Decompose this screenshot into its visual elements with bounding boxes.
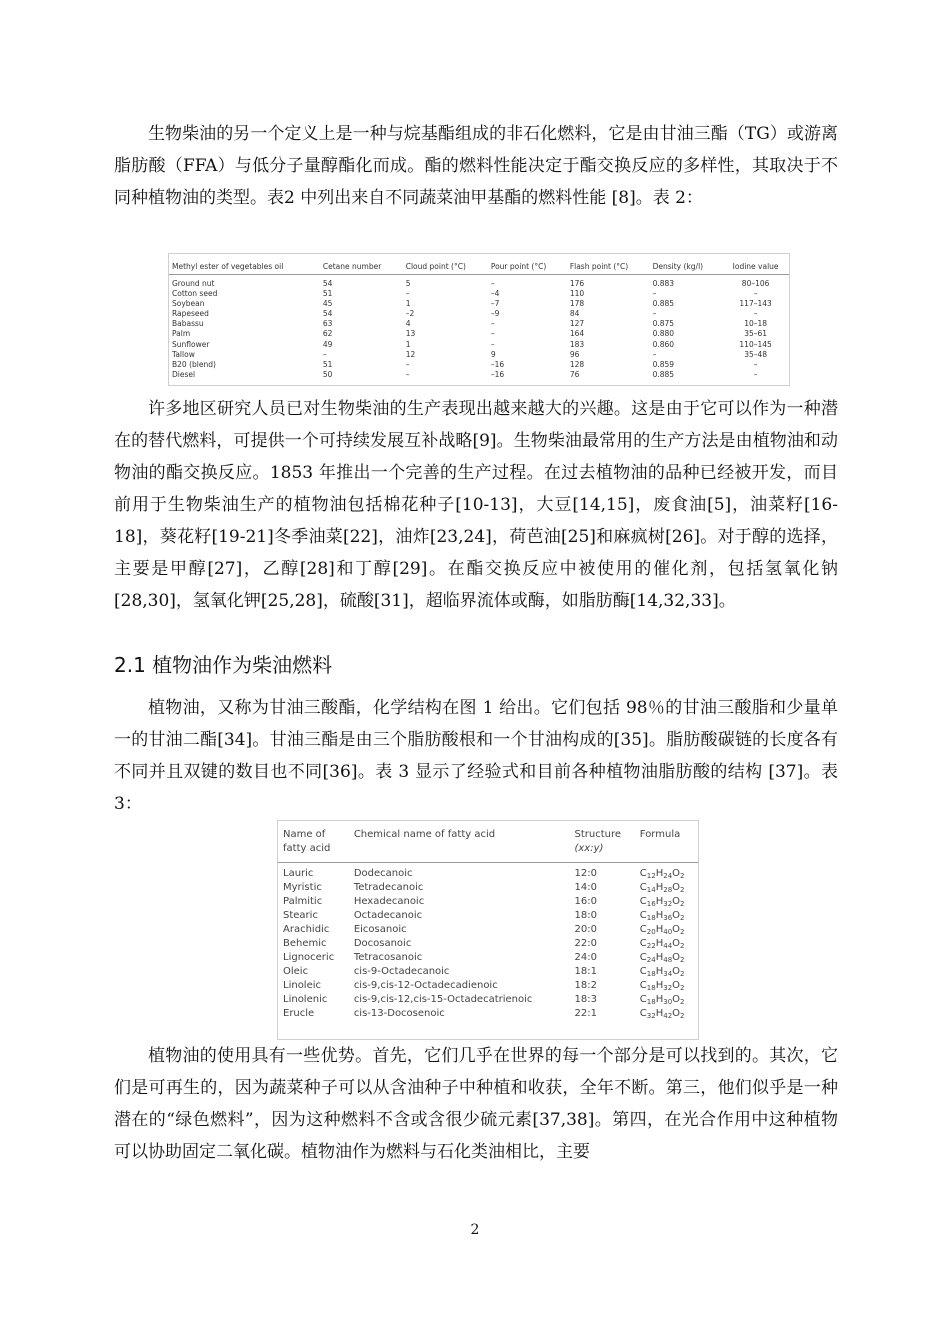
table-2-cell: 51: [322, 359, 333, 369]
table-3-cell-formula: $C_{20}H_{40}O_2$: [639, 924, 685, 936]
table-2-cell: Tallow: [172, 349, 195, 359]
table-2-cell: –16: [490, 359, 505, 369]
table-2-header: Pour point (°C): [488, 254, 567, 275]
table-2-cell: –16: [490, 369, 505, 379]
table-3-row: [278, 863, 698, 882]
table-3-fatty-acid-structures: [277, 820, 699, 1040]
table-2-cell: 13: [405, 329, 416, 339]
table-3-cell-formula: $C_{32}H_{42}O_2$: [639, 1008, 685, 1020]
table-3-cell-formula: $C_{18}H_{36}O_2$: [639, 910, 685, 922]
table-2-cell: 0.885: [652, 299, 675, 309]
table-3-cell-chem: Octadecanoic: [353, 910, 423, 921]
table-3-cell-name: Lauric: [283, 868, 314, 879]
table-3-cell-formula: $C_{12}H_{24}O_2$: [639, 868, 685, 880]
table-3-cell-chem: cis-9-Octadecanoic: [353, 966, 450, 977]
table-3-cell-struct: 18:3: [574, 994, 597, 1005]
table-3-cell-formula: $C_{16}H_{32}O_2$: [639, 896, 685, 908]
table-3-row: [278, 979, 698, 993]
table-2-header: Density (kg/l): [650, 254, 723, 275]
table-2-cell: –: [753, 359, 758, 369]
table-2-cell: 12: [405, 349, 416, 359]
table-2-cell: –: [490, 319, 495, 329]
table-2-row: [169, 370, 789, 380]
table-2-cell: 176: [569, 279, 585, 288]
table-3-row: [278, 881, 698, 895]
table-2-cell: 9: [490, 349, 496, 359]
table-2-cell: 45: [322, 299, 333, 309]
table-2-cell: 63: [322, 319, 333, 329]
table-2-cell: –9: [490, 309, 500, 319]
table-2-row: [169, 360, 789, 370]
table-2-cell: 96: [569, 349, 580, 359]
table-2-row: [169, 309, 789, 319]
table-3-cell-name: Lignoceric: [283, 952, 335, 963]
table-3-row: [278, 937, 698, 951]
table-2-row: [169, 299, 789, 309]
table-3-header-formula: Formula: [635, 821, 698, 863]
table-2-cell: –: [405, 289, 410, 299]
table-3-cell-chem: cis-9,cis-12,cis-15-Octadecatrienoic: [353, 994, 533, 1005]
table-2-cell: Sunflower: [172, 339, 210, 349]
table-2-cell: 5: [405, 279, 411, 288]
paragraph-biodiesel-production: 许多地区研究人员已对生物柴油的生产表现出越来越大的兴趣。这是由于它可以作为一种潜在的替代燃料，可提供一个可持续发展互补战略[9]。生物柴油最常用的生产方法是由植物油和动物油的酯交换反应。1853 年推出一个完善的生产过程。在过去植物油的品种已经被开发，而目前用于生物柴油生产的植物油包括棉花种子[10-13]，大豆[14,15]，废食油[5]，油菜籽[16-18]，葵花籽[19-21]冬季油菜[22]，油炸[23,24]，荷芭油[25]和麻疯树[26]。对于醇的选择，主要是甲醇[27]，乙醇[28]和丁醇[29]。在酯交换反应中被使用的催化剂，包括氢氧化钠[28,30]，氢氧化钾[25,28]，硫酸[31]，超临界流体或酶，如脂肪酶[14,32,33]。: [114, 399, 838, 611]
table-2-cell: Palm: [172, 329, 191, 339]
table-3-cell-struct: 16:0: [574, 896, 597, 907]
table-2-cell: –2: [405, 309, 415, 319]
table-3-cell-name: Behemic: [283, 938, 327, 949]
table-2-cell: –: [490, 339, 495, 349]
table-2-cell: 4: [405, 319, 411, 329]
table-2-cell: –: [405, 369, 410, 379]
table-2-cell: –4: [490, 289, 500, 299]
table-3-cell-struct: 24:0: [574, 952, 597, 963]
table-2-cell: –7: [490, 299, 500, 309]
table-3-cell-struct: 14:0: [574, 882, 597, 893]
table-2-cell: 76: [569, 369, 580, 379]
table-2-header: Methyl ester of vegetables oil: [169, 254, 320, 275]
table-2-row: [169, 289, 789, 299]
table-3-row: [278, 895, 698, 909]
table-2-row: [169, 329, 789, 339]
table-2-cell: Soybean: [172, 299, 205, 309]
table-3-cell-chem: Docosanoic: [353, 938, 412, 949]
table-3-row: [278, 951, 698, 965]
table-3-header-name: Name of fatty acid: [278, 821, 349, 863]
table-2-header: Cloud point (°C): [403, 254, 488, 275]
table-2-cell: 1: [405, 339, 411, 349]
table-3-cell-formula: $C_{18}H_{32}O_2$: [639, 980, 685, 992]
table-2-cell: –: [322, 349, 327, 359]
table-3-cell-struct: 22:1: [574, 1008, 597, 1019]
table-3-cell-formula: $C_{18}H_{34}O_2$: [639, 966, 685, 978]
table-2-cell: 10–18: [744, 319, 768, 329]
table-3-cell-name: Oleic: [283, 966, 309, 977]
table-3-cell-name: Linolenic: [283, 994, 328, 1005]
table-2-cell: –: [753, 369, 758, 379]
table-3-cell-struct: 18:0: [574, 910, 597, 921]
table-2-cell: 51: [322, 289, 333, 299]
table-3-cell-chem: cis-13-Docosenoic: [353, 1008, 445, 1019]
table-3-cell-struct: 18:1: [574, 966, 597, 977]
table-2-cell: 80–106: [741, 279, 770, 288]
table-3-cell-chem: Hexadecanoic: [353, 896, 425, 907]
table-3-header-structure: Structure (xx:y): [569, 821, 634, 863]
page-number: 2: [470, 1222, 480, 1238]
table-2-cell: 164: [569, 329, 585, 339]
table-2-cell: 110: [569, 289, 585, 299]
table-2-cell: 0.859: [652, 359, 675, 369]
table-3-cell-struct: 22:0: [574, 938, 597, 949]
table-2-cell: –: [652, 289, 657, 299]
table-3-cell-chem: Dodecanoic: [353, 868, 413, 879]
table-2-row: [169, 350, 789, 360]
table-2-cell: Babassu: [172, 319, 204, 329]
table-3-row: [278, 965, 698, 979]
table-3-row: [278, 993, 698, 1007]
table-2-cell: 0.880: [652, 329, 675, 339]
table-3-cell-name: Palmitic: [283, 896, 323, 907]
table-2-cell: –: [753, 309, 758, 319]
table-2-cell: –: [753, 289, 758, 299]
table-3-cell-name: Linoleic: [283, 980, 322, 991]
table-2-cell: 50: [322, 369, 333, 379]
table-3-cell-struct: 20:0: [574, 924, 597, 935]
table-3-cell-formula: $C_{18}H_{30}O_2$: [639, 994, 685, 1006]
table-3-cell-name: Arachidic: [283, 924, 330, 935]
table-2-cell: 35–61: [744, 329, 768, 339]
table-2-cell: Rapeseed: [172, 309, 209, 319]
section-heading-2-1: 2.1 植物油作为柴油燃料: [114, 653, 333, 677]
table-2-cell: 0.860: [652, 339, 675, 349]
table-2-row: [169, 340, 789, 350]
table-3-cell-formula: $C_{22}H_{44}O_2$: [639, 938, 685, 950]
table-3-row: [278, 1007, 698, 1021]
table-2-cell: 84: [569, 309, 580, 319]
table-2-cell: 117–143: [739, 299, 772, 309]
table-2-header: Flash point (°C): [567, 254, 650, 275]
paragraph-vegetable-oil-advantages: 植物油的使用具有一些优势。首先，它们几乎在世界的每一个部分是可以找到的。其次，它们是可再生的，因为蔬菜种子可以从含油种子中种植和收获，全年不断。第三，他们似乎是一种潜在的“绿色燃料”，因为这种燃料不含或含很少硫元素[37,38]。第四，在光合作用中这种植物可以协助固定二氧化碳。植物油作为燃料与石化类油相比，主要: [114, 1046, 838, 1162]
table-2-cell: 0.875: [652, 319, 675, 329]
table-2-cell: –: [405, 359, 410, 369]
table-2-row: [169, 275, 789, 290]
table-3-cell-name: Erucle: [283, 1008, 315, 1019]
table-2-cell: 54: [322, 279, 333, 288]
table-2-header: Iodine value: [722, 254, 789, 275]
table-2-cell: Diesel: [172, 369, 196, 379]
table-2-cell: 1: [405, 299, 411, 309]
table-2-row: [169, 319, 789, 329]
table-2-cell: 110–145: [739, 339, 772, 349]
table-2-cell: B20 (blend): [172, 359, 216, 369]
table-3-row: [278, 909, 698, 923]
table-2-cell: Ground nut: [172, 279, 215, 288]
table-3-cell-chem: Eicosanoic: [353, 924, 407, 935]
table-3-cell-formula: $C_{14}H_{28}O_2$: [639, 882, 685, 894]
table-3-header-chemical-name: Chemical name of fatty acid: [349, 821, 570, 863]
table-2-cell: 127: [569, 319, 585, 329]
table-3-cell-struct: 18:2: [574, 980, 597, 991]
paragraph-biodiesel-definition: 生物柴油的另一个定义上是一种与烷基酯组成的非石化燃料，它是由甘油三酯（TG）或游离脂肪酸（FFA）与低分子量醇酯化而成。酯的燃料性能决定于酯交换反应的多样性，其取决于不同种植物油的类型。表2 中列出来自不同蔬菜油甲基酯的燃料性能 [8]。表 2：: [114, 124, 838, 208]
table-2-header-row: [169, 254, 789, 275]
table-2-cell: –: [652, 309, 657, 319]
paragraph-vegetable-oil-structure: 植物油，又称为甘油三酸酯，化学结构在图 1 给出。它们包括 98％的甘油三酸脂和少量单一的甘油二酯[34]。甘油三酯是由三个脂肪酸根和一个甘油构成的[35]。脂肪酸碳链的长度各有不同并且双键的数目也不同[36]。表 3 显示了经验式和目前各种植物油脂肪酸的结构 [37]。表 3：: [114, 698, 838, 814]
table-2-cell: –: [652, 349, 657, 359]
table-2-methyl-ester-fuel-properties: [168, 253, 790, 386]
table-2-cell: –: [490, 279, 495, 288]
table-2-cell: 183: [569, 339, 585, 349]
table-3-row: [278, 923, 698, 937]
table-2-cell: 35–48: [744, 349, 768, 359]
table-2-cell: 54: [322, 309, 333, 319]
table-3-cell-chem: Tetradecanoic: [353, 882, 424, 893]
table-3-cell-name: Myristic: [283, 882, 322, 893]
table-3-cell-name: Stearic: [283, 910, 318, 921]
table-2-cell: 178: [569, 299, 585, 309]
table-3-cell-formula: $C_{24}H_{48}O_2$: [639, 952, 685, 964]
table-3-cell-struct: 12:0: [574, 868, 597, 879]
table-3-cell-chem: cis-9,cis-12-Octadecadienoic: [353, 980, 498, 991]
table-2-cell: Cotton seed: [172, 289, 218, 299]
table-3-header-row: [278, 821, 698, 863]
table-2-cell: 49: [322, 339, 333, 349]
table-2-cell: 128: [569, 359, 585, 369]
table-2-cell: –: [490, 329, 495, 339]
table-2-header: Cetane number: [320, 254, 403, 275]
table-3-cell-chem: Tetracosanoic: [353, 952, 423, 963]
table-2-cell: 0.883: [652, 279, 675, 288]
table-2-cell: 0.885: [652, 369, 675, 379]
table-2-cell: 62: [322, 329, 333, 339]
